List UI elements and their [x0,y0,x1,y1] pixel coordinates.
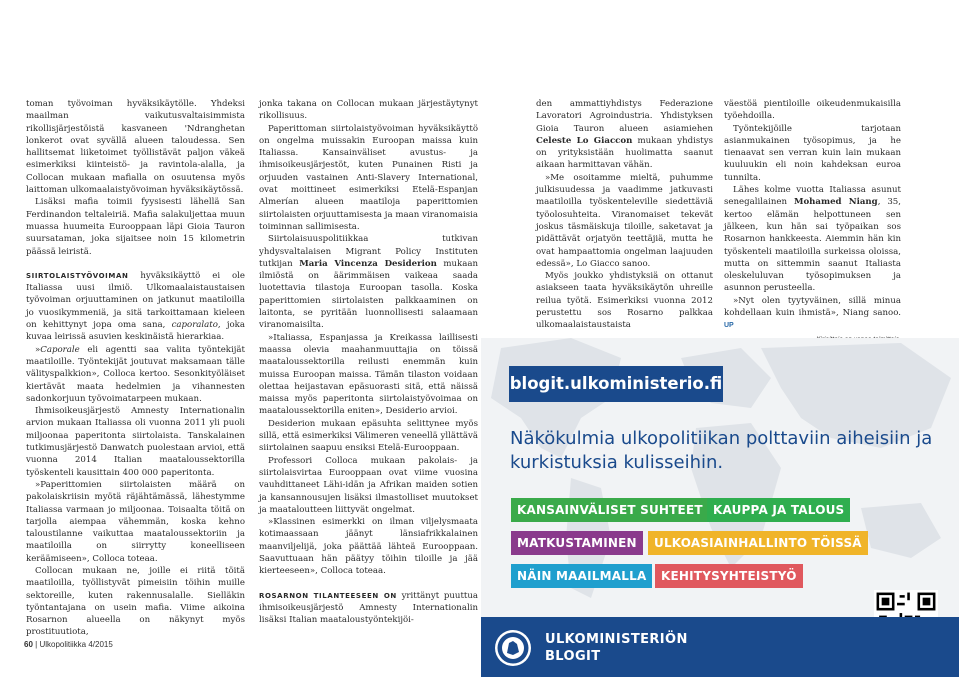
ministry-seal-logo [494,629,532,667]
paragraph [536,98,713,172]
page-number: 60 [24,640,33,649]
paragraph: Lisäksi mafia toimii fyysisesti lähellä San Ferdinandon teltaleiriä. Mafia salakuljettaa muun muassa huumeita Eurooppaan läpi Gioia Tauron suursataman, joka sijaitsee noin 15 kilometrin päässä leiristä. [26,197,245,257]
text: mukaan ilmiöstä on äärimmäisen vaikeaa saada luotettavia tilastoja Euroopan tasolla. Koska paperittomien siirtolaisten palkkaaminen on laitonta, se pyritään luonnollisesti salaamaan viranomaisilta. [259,258,479,331]
text: hyväksikäyttö ei ole Italiassa uusi ilmiö. Ulkomaalaistaustaisen työvoiman orjuuttaminen on jatkunut maatiloilla jo vuosikymmeniä, ja sitä tarkoittamaan kieleen on kehittynyt jopa oma sana, [26,270,245,331]
article-column-2 [259,98,478,626]
tag-ulkoasiainhallinto-toissa[interactable]: ULKOASIAINHALLINTO TÖISSÄ [648,531,868,555]
person-name: Mohamed Niang [793,197,878,208]
paragraph: Ihmisoikeusjärjestö Amnesty Internationalin arvion mukaan Italiassa oli vuonna 2011 yli puoli miljoonaa paperitonta siirtolaista. Tanskalainen tutkimusjärjestö Danwatch puolestaan arvioi, että vuonna 2014 Italian maataloussektorilla työskenteli kausittain 400 000 paperitonta. [26,406,245,478]
paragraph [259,590,478,627]
text: den ammattiyhdistys Federazione Lavoratori Agroindustria. Yhdistyksen Gioia Tauron alueen asiamiehen [536,99,713,134]
page-folio: 60 | Ulkopolitiikka 4/2015 [24,640,113,649]
footer-line-2: BLOGIT [545,649,601,664]
end-mark: UP [724,322,734,330]
paragraph: toman työvoiman hyväksikäytölle. Yhdeksi maailman vaikutusvaltaisimmista rikollisjärjestöistä kasvaneen 'Ndranghetan lonkerot ovat syvällä alueen taloudessa. Sen hallitsemat liiketoimet työllistävät paljon väkeä esimerkiksi kiinteistö- ja ravintola-alalla, ja Collocan mukaan mafialla on osuutensa myös laittoman ulkomaalaistyövoiman hyväksikäytössä. [26,99,245,196]
article-column-3 [536,98,713,332]
text: mukaan yhdistys on yrityksistään huolimatta saanut aikaan harmittavan vähän. [536,135,713,171]
paragraph: väestöä pientiloille oikeudenmukaisilla työehdoilla. [724,99,901,122]
ad-footer-bar [481,617,959,677]
article-column-4 [724,98,901,346]
text: »Nyt olen tyytyväinen, sillä minua kohdellaan kuin ihmistä», Niang sanoo. [724,295,901,319]
paragraph: jonka takana on Collocan mukaan järjestäytynyt rikollisuus. [259,99,478,122]
italic-term: Caporale [40,344,80,355]
tag-nain-maailmalla[interactable]: NÄIN MAAILMALLA [511,564,652,588]
text: eli agentti saa valita työntekijät maatiloille. Työntekijät joutuvat maksamaan tälle välityspalkkion», Colloca kertoo. Sesonkityöläiset kiertävät maata hedelmien ja vihannesten sadonkorjuun työvoimatarpeen mukaan. [26,344,245,404]
paragraph: Desiderion mukaan epäsuhta selittynee myös sillä, että esimerkiksi Välimeren veneellä yllättävä siirtolainen saapuu ensiksi Etelä-Eurooppaan. [259,418,478,454]
paragraph: »Paperittomien siirtolaisten määrä on pakolaiskriisin myötä räjähtämässä, lähestymme Italiassa varmaan jo miljoonaa. Toisaalta töitä on tarjolla aiempaa vähemmän, koska kehno taloustilanne vaikuttaa maataloussektoriin ja maatiloilla on siirrytty koneelliseen keräämiseen», Colloca toteaa. [26,479,245,564]
paragraph: »Italiassa, Espanjassa ja Kreikassa laillisesti maassa olevia maahanmuuttajia on töissä maataloussektorilla reilusti enemmän kuin muissa Euroopan maissa. Tämän tilaston voidaan olettaa heijastavan epäsuorasti sitä, että näissä maissa myös paperitonta siirtolaistyövoimaa on maataloussektorilla eniten», Desiderio arvioi. [259,332,478,417]
italic-term: caporalato [171,320,218,331]
footer-line-1: ULKOMINISTERIÖN [545,632,688,647]
tag-kansainvaliset-suhteet[interactable]: KANSAINVÄLISET SUHTEET [511,498,709,522]
tag-kehitysyhteistyo[interactable]: KEHITYSYHTEISTYÖ [655,564,803,588]
text: » [35,344,41,355]
person-name: Celeste Lo Giaccon [536,135,633,146]
paragraph [724,184,901,295]
footer-title [545,631,688,665]
blog-url-button[interactable]: blogit.ulkoministerio.fi [509,366,723,402]
person-name: Maria Vincenza Desiderion [299,258,437,269]
section-kicker: SIIRTOLAISTYÖVOIMAN [26,271,129,280]
tag-kauppa-ja-talous[interactable]: KAUPPA JA TALOUS [707,498,850,522]
blog-advertisement[interactable] [481,338,959,677]
text: yrittänyt puuttua ihmisoikeusjärjestö Amnesty Internationalin lisäksi Italian maataloustyöntekijöi- [259,590,479,626]
tag-matkustaminen[interactable]: MATKUSTAMINEN [511,531,643,555]
ad-tagline: Näkökulmia ulkopolitiikan polttaviin aiheisiin ja kurkistuksia kulisseihin. [510,428,933,473]
paragraph [26,344,245,405]
paragraph [724,295,901,333]
paragraph: »Me osoitamme mieltä, puhumme julkisuudessa ja vaadimme jatkuvasti maatiloilla työskenteleville siedettäviä työolosuhteita. Viranomaiset tekevät joskus täsmäiskuja tiloille, saketavat ja pidättävät orjatyön teettäjiä, mutta he ovat hampaattomia ongelman laajuuden edessä», Lo Giacco sanoo. [536,172,713,269]
paragraph: Työntekijöille tarjotaan asianmukainen työsopimus, ja he tienaavat sen verran kuin lain mukaan kuuluukin eli noin kahdeksan euroa tunnilta. [724,123,901,183]
text: , joka kuvaa leirissä asuvien keskinäistä hierarkiaa. [26,320,245,343]
text: , 35, kertoo elämän helpottuneen sen jälkeen, kun hän sai työpaikan sos Rosarnon hankkeesta. Aiemmin hän kin työskenteli maatiloilla surkeissa oloissa, mutta on sittemmin saanut Italiasta oleskeluluvan työsopimuksen ja asunnon perusteella. [724,197,901,294]
paragraph: Paperittoman siirtolaistyövoiman hyväksikäyttö on ongelma muissakin Euroopan maissa kuin Italiassa. Kansainväliset avustus- ja ihmisoikeusjärjestöt, kuten Punainen Risti ja orjuuden vastainen Anti-Slavery International, ovat moittineet esimerkiksi Etelä-Espanjan Almerían alueen maatiloja paperittomien siirtolaisten orjuuttamisesta ja maan viranomaisia toiminnan sallimisesta. [259,123,478,232]
paragraph [259,233,478,331]
paragraph: Professori Colloca mukaan pakolais- ja siirtolaisvirtaa Eurooppaan ovat viime vuosina vauhdittaneet Lähi-idän ja Afrikan maiden sotien ja kansannousujen lisäksi ilmastolliset muutokset ja maataloutteen liittyvät ongelmat. [259,455,478,515]
text: Siirtolaisuuspolitiikkaa tutkivan yhdysvaltalaisen Migrant Policy Instituten tutkijan [259,234,478,269]
paragraph: »Klassinen esimerkki on ilman viljelysmaata kotimaassaan jäänyt länsiafrikkalainen maanviljelijä, joka päättää lähteä Eurooppaan. Saavuttuaan hän päätyy töihin tiloille ja jää kierteeseen», Colloca toteaa. [259,517,478,577]
paragraph: Collocan mukaan ne, joille ei riitä töitä maatiloilla, työllistyvät pimeisiin töihin muille sektoreille, kuten rakennusalalle. Sielläkin työntantajana on usein mafia. Viime aikoina Rosarnon alueella on näkynyt myös prostituutiota, [26,565,245,638]
section-kicker: ROSARNON TILANTEESEEN ON [259,591,397,600]
magazine-issue: Ulkopolitiikka 4/2015 [39,640,113,649]
article-column-1 [26,98,245,639]
paragraph [26,270,245,344]
text: Lähes kolme vuotta Italiassa asunut senegalilainen [724,185,901,208]
paragraph: Myös joukko yhdistyksiä on ottanut asiakseen taata hyväksikäytön uhreille reilua työtä. Esimerkiksi vuonna 2012 perustettu sos Rosarno palkkaa ulkomaalaistaustaista [536,271,713,331]
